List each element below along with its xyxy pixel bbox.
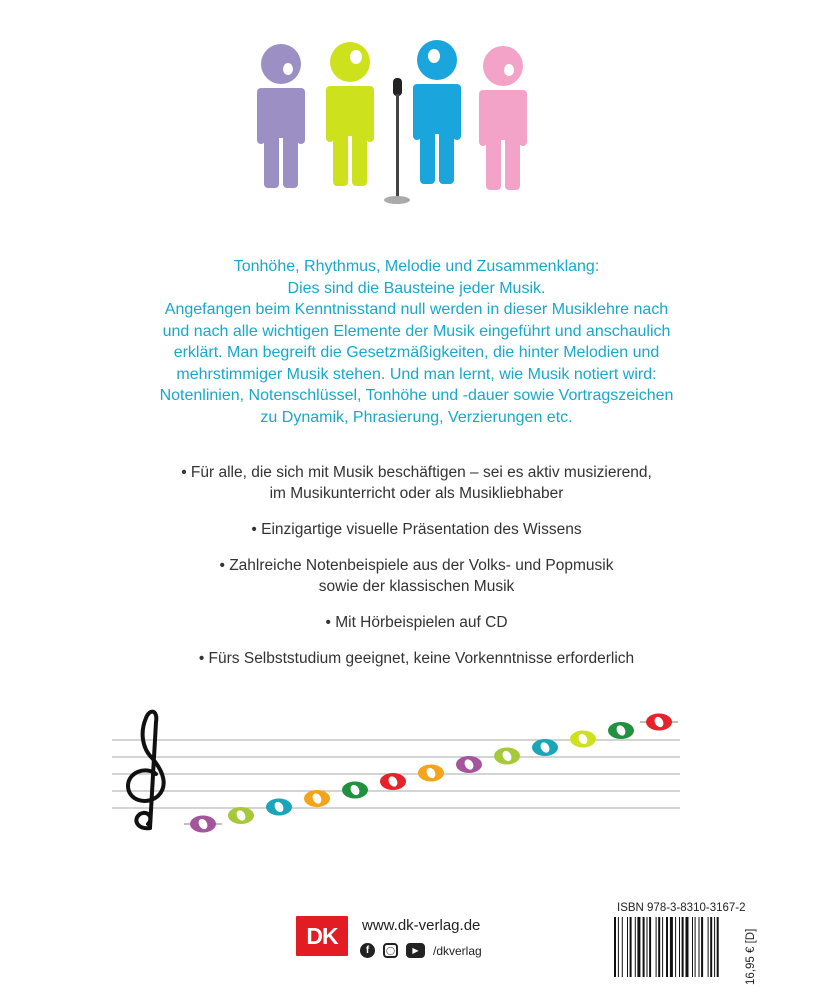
whole-note xyxy=(304,790,330,807)
singer-figure-icon xyxy=(326,42,374,186)
social-links xyxy=(360,943,482,958)
instagram-icon: ◯ xyxy=(383,943,398,958)
whole-note xyxy=(342,782,368,799)
whole-note xyxy=(640,714,678,731)
microphone-stand-icon xyxy=(384,78,410,204)
description-text xyxy=(60,256,773,428)
whole-note xyxy=(380,773,406,790)
description-line: Dies sind die Bausteine jeder Musik. xyxy=(287,279,546,297)
social-handle: /dkverlag xyxy=(433,943,482,958)
publisher-url: www.dk-verlag.de xyxy=(362,917,481,934)
whole-note xyxy=(456,756,482,773)
whole-note xyxy=(494,748,520,765)
list-item: • Für alle, die sich mit Musik beschäftigen – sei es aktiv musizierend, im Musikunterricht oder als Musikliebhaber xyxy=(181,464,652,502)
description-line: Tonhöhe, Rhythmus, Melodie und Zusammenklang: xyxy=(233,258,600,275)
description-line: Angefangen beim Kenntnisstand null werden in dieser Musiklehre nach xyxy=(164,301,669,318)
singer-figure-icon xyxy=(257,44,305,188)
feature-list xyxy=(90,462,743,684)
list-item: • Einzigartige visuelle Präsentation des Wissens xyxy=(251,521,582,538)
list-item: • Fürs Selbststudium geeignet, keine Vorkenntnisse erforderlich xyxy=(198,650,635,667)
whole-note xyxy=(570,731,596,748)
description-line: mehrstimmiger Musik stehen. Und man lernt, wie Musik notiert wird: xyxy=(176,365,657,383)
isbn-text: ISBN 978-3-8310-3167-2 xyxy=(617,902,746,914)
whole-note xyxy=(266,799,292,816)
whole-note xyxy=(532,739,558,756)
treble-clef-icon xyxy=(128,712,164,829)
whole-note xyxy=(228,807,254,824)
notes-group xyxy=(184,714,678,833)
singers-illustration xyxy=(0,0,833,220)
singer-figure-icon xyxy=(479,46,527,190)
barcode-icon xyxy=(614,917,751,977)
list-item: • Mit Hörbeispielen auf CD xyxy=(325,614,508,631)
music-staff-illustration xyxy=(0,700,833,850)
singer-figure-icon xyxy=(413,40,461,184)
whole-note xyxy=(418,765,444,782)
publisher-logo: DK xyxy=(296,916,348,956)
youtube-icon: ▶ xyxy=(406,943,425,958)
description-line: Notenlinien, Notenschlüssel, Tonhöhe und -dauer sowie Vortragszeichen xyxy=(159,387,674,404)
whole-note xyxy=(184,816,222,833)
description-line: und nach alle wichtigen Elemente der Musik eingeführt und anschaulich xyxy=(162,322,671,340)
whole-note xyxy=(608,722,634,739)
description-line: zu Dynamik, Phrasierung, Verzierungen etc. xyxy=(260,408,573,426)
list-item: • Zahlreiche Notenbeispiele aus der Volks- und Popmusik sowie der klassischen Musik xyxy=(219,557,614,595)
description-line: erklärt. Man begreift die Gesetzmäßigkeiten, die hinter Melodien und xyxy=(173,344,660,361)
price-text: 16,95 € [D] xyxy=(745,928,757,985)
facebook-icon: f xyxy=(360,943,375,958)
